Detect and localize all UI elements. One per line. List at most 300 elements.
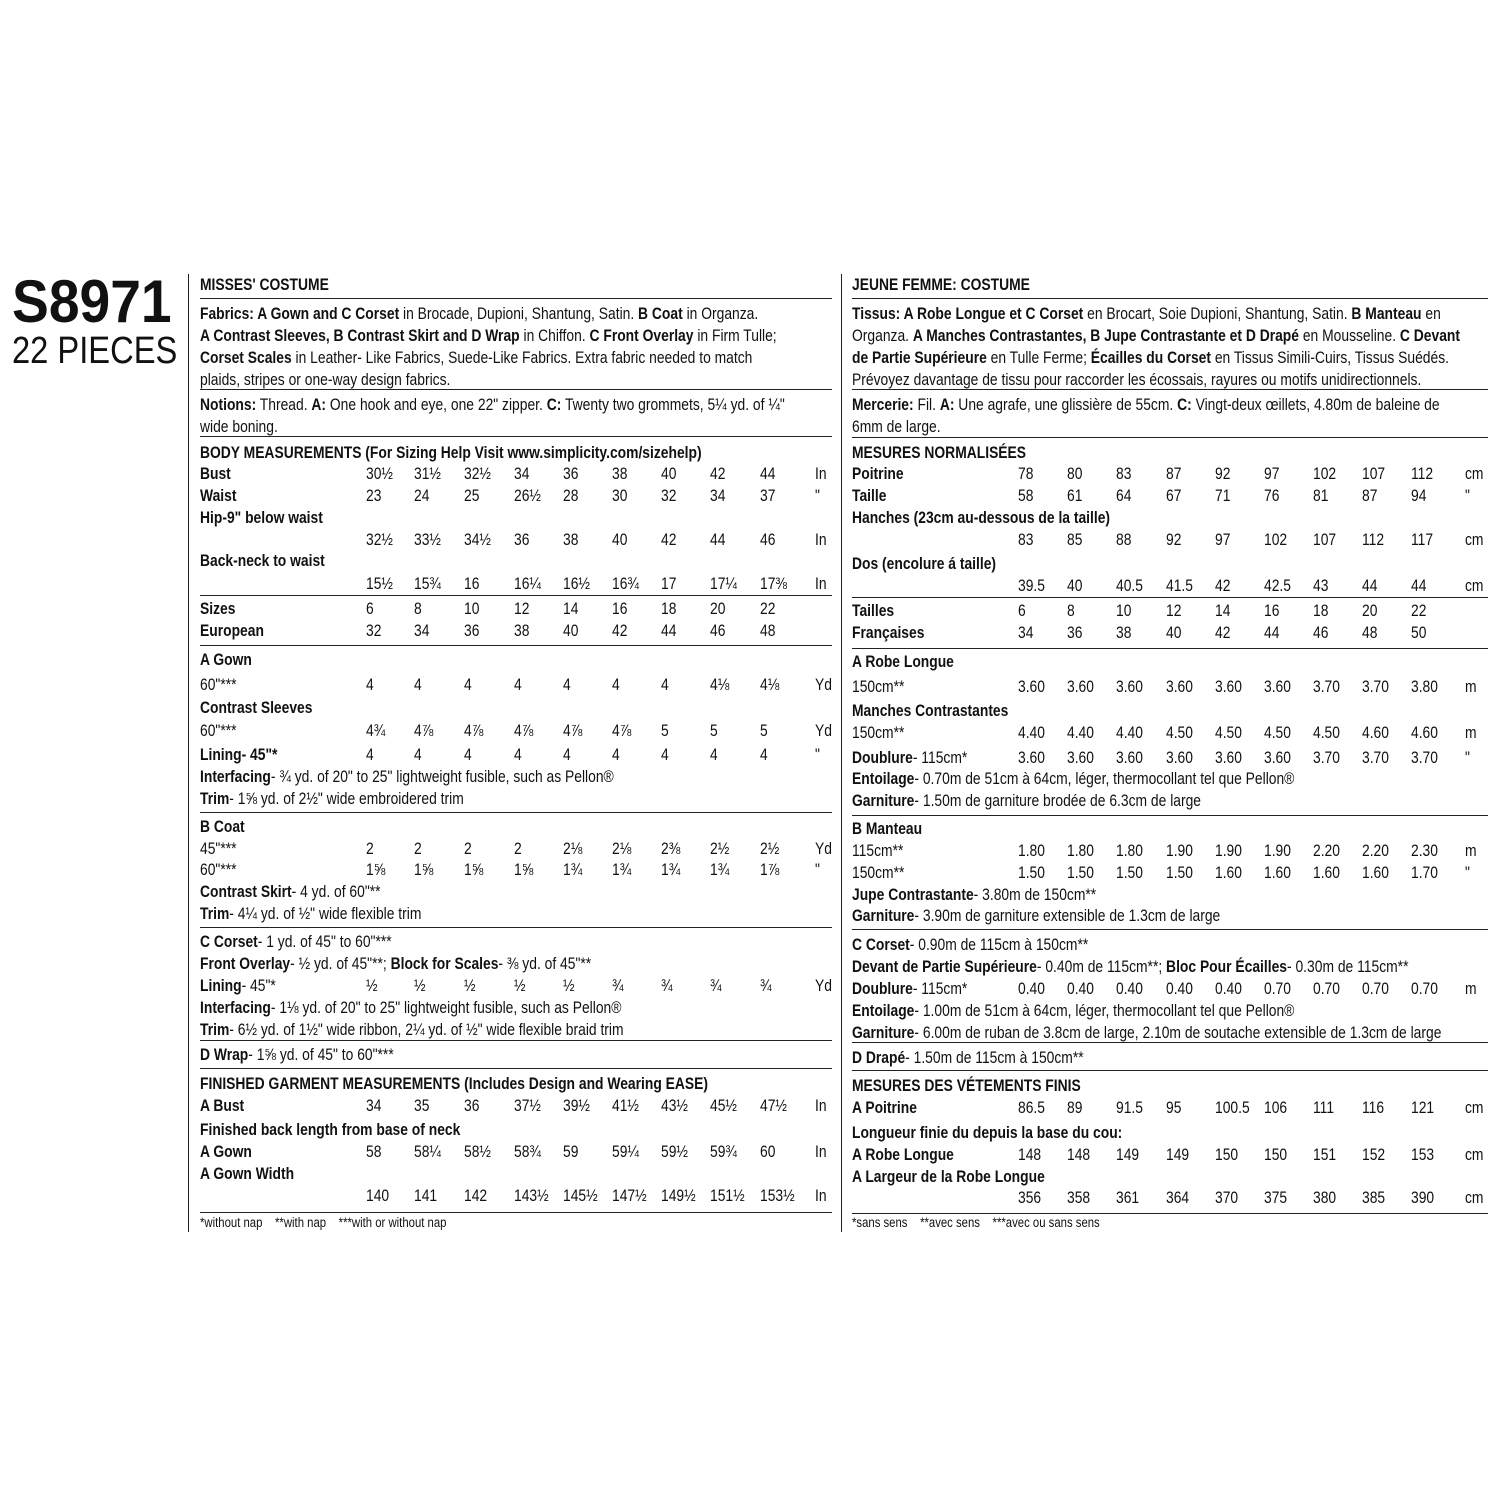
unit-label: m	[1465, 980, 1477, 998]
size-value-cell: 145½	[563, 1187, 598, 1205]
size-value-cell: 149½	[661, 1187, 696, 1205]
fabrics-line	[852, 328, 1460, 345]
size-value-cell: 117	[1411, 531, 1434, 549]
size-value-cell: 36	[514, 531, 530, 549]
row-label-prefix: C Corset	[200, 933, 258, 951]
size-value-cell: 1.50	[1116, 864, 1143, 882]
row-label: A Robe Longue	[852, 1146, 954, 1164]
size-value-cell: 40	[612, 531, 628, 549]
size-value-cell: 1.50	[1166, 864, 1193, 882]
size-value-cell: 4⅞	[612, 722, 632, 740]
row-label-prefix: Trim	[200, 1021, 230, 1039]
size-value-cell: 36	[563, 465, 579, 483]
row-label: Back-neck to waist	[200, 552, 325, 570]
yardage-line-segment: Devant de Partie Supérieure	[852, 958, 1037, 976]
notions-line-segment: Une agrafe, une glissière de 55cm.	[954, 396, 1178, 414]
size-value-cell: 39½	[563, 1097, 590, 1115]
size-value-cell: 2.30	[1411, 842, 1438, 860]
row-label: Hip-9" below waist	[200, 509, 323, 527]
size-value-cell: 44	[1411, 577, 1427, 595]
rule-line	[852, 1213, 1488, 1214]
size-value-cell: 142	[464, 1187, 488, 1205]
size-value-cell: 1¾	[710, 861, 730, 879]
size-value-cell: 92	[1215, 465, 1231, 483]
size-value-cell: 152	[1362, 1146, 1386, 1164]
unit-label: In	[815, 531, 827, 549]
size-value-cell: 150	[1215, 1146, 1239, 1164]
size-value-cell: 4	[366, 746, 374, 764]
rule-line	[200, 812, 832, 813]
size-value-cell: 3.60	[1067, 678, 1094, 696]
notions-line-segment: A:	[311, 396, 327, 414]
size-value-cell: 107	[1362, 465, 1386, 483]
unit-label: cm	[1465, 1099, 1484, 1117]
unit-label: Yd	[815, 840, 832, 858]
nap-footnote: *sans sens **avec sens ***avec ou sans sens	[852, 1215, 1100, 1230]
size-value-cell: 44	[661, 622, 677, 640]
unit-label: cm	[1465, 465, 1484, 483]
size-value-cell: 47½	[760, 1097, 787, 1115]
size-value-cell: 32	[366, 622, 382, 640]
unit-label: m	[1465, 842, 1477, 860]
notions-line	[852, 397, 1440, 414]
size-value-cell: 121	[1411, 1099, 1435, 1117]
section-title: JEUNE FEMME: COSTUME	[852, 276, 1030, 294]
fabrics-line	[200, 328, 777, 345]
size-value-cell: 112	[1362, 531, 1385, 549]
size-value-cell: 364	[1166, 1189, 1190, 1207]
size-value-cell: 1.90	[1166, 842, 1193, 860]
row-label-prefix: Doublure	[852, 749, 913, 767]
size-value-cell: 375	[1264, 1189, 1288, 1207]
row-label: Françaises	[852, 624, 925, 642]
fabrics-line-segment: C Front Overlay	[589, 327, 694, 345]
row-label-prefix: Contrast Skirt	[200, 883, 292, 901]
size-value-cell: 147½	[612, 1187, 647, 1205]
row-label-prefix: Entoilage	[852, 770, 915, 788]
size-value-cell: 40	[1166, 624, 1182, 642]
rule-line	[852, 597, 1488, 598]
size-value-cell: 4⅛	[710, 676, 730, 694]
size-value-cell: ¾	[612, 977, 624, 995]
rule-line	[200, 389, 832, 390]
size-value-cell: 95	[1166, 1099, 1182, 1117]
unit-label: "	[1465, 749, 1470, 767]
size-value-cell: 31½	[414, 465, 441, 483]
size-value-cell: ¾	[661, 977, 673, 995]
fabrics-line-segment: en Mousseline.	[1298, 327, 1400, 345]
notions-line-segment: Fil.	[913, 396, 940, 414]
notions-line-segment: Notions:	[200, 396, 257, 414]
size-value-cell: 87	[1166, 465, 1182, 483]
size-value-cell: 4.40	[1067, 724, 1094, 742]
section-title: MISSES' COSTUME	[200, 276, 329, 294]
size-value-cell: 83	[1018, 531, 1034, 549]
size-value-cell: 42.5	[1264, 577, 1291, 595]
size-value-cell: 1.60	[1362, 864, 1389, 882]
fabrics-line-segment: A Manches Contrastantes, B Jupe Contrastante et D Drapé	[912, 327, 1299, 345]
pattern-piece-count: 22 PIECES	[12, 330, 178, 372]
size-value-cell: 1.80	[1018, 842, 1045, 860]
size-value-cell: 111	[1313, 1099, 1335, 1117]
size-value-cell: 88	[1116, 531, 1132, 549]
size-value-cell: 1.60	[1264, 864, 1291, 882]
size-value-cell: 102	[1264, 531, 1288, 549]
size-value-cell: 4	[661, 746, 669, 764]
row-label-prefix: C Corset	[852, 936, 910, 954]
row-label: Tailles	[852, 602, 895, 620]
size-value-cell: 153	[1411, 1146, 1435, 1164]
row-label	[200, 906, 421, 923]
size-value-cell: 58½	[464, 1143, 491, 1161]
size-value-cell: ½	[514, 977, 526, 995]
size-value-cell: 35	[414, 1097, 430, 1115]
size-value-cell: 149	[1166, 1146, 1190, 1164]
size-value-cell: 15½	[366, 575, 393, 593]
size-value-cell: 37½	[514, 1097, 541, 1115]
size-value-cell: 25	[464, 487, 480, 505]
size-value-cell: 16	[1264, 602, 1280, 620]
size-value-cell: 41½	[612, 1097, 639, 1115]
size-value-cell: 14	[563, 600, 579, 618]
unit-label: In	[815, 1187, 827, 1205]
row-label	[200, 769, 614, 786]
size-value-cell: 44	[710, 531, 726, 549]
row-label	[200, 1000, 621, 1017]
row-label-prefix: Garniture	[852, 1024, 915, 1042]
row-label	[200, 1022, 624, 1039]
size-value-cell: 67	[1166, 487, 1182, 505]
size-value-cell: 4⅞	[514, 722, 534, 740]
row-label: 115cm**	[852, 842, 904, 860]
row-label	[200, 884, 381, 901]
row-label: 60"***	[200, 861, 237, 879]
row-label-prefix: Trim	[200, 905, 230, 923]
unit-label: cm	[1465, 531, 1484, 549]
unit-label: In	[815, 575, 827, 593]
size-value-cell: 148	[1018, 1146, 1042, 1164]
size-value-cell: 0.40	[1166, 980, 1193, 998]
size-value-cell: 100.5	[1215, 1099, 1250, 1117]
fabrics-line-segment: en	[1421, 305, 1441, 323]
nap-footnote: *without nap **with nap ***with or without nap	[200, 1215, 447, 1230]
fabrics-line	[852, 372, 1421, 389]
size-value-cell: 4	[464, 676, 472, 694]
size-value-cell: 5	[710, 722, 718, 740]
size-value-cell: 16¼	[514, 575, 541, 593]
row-label: A Poitrine	[852, 1099, 917, 1117]
row-label-rest: - 0.90m de 115cm à 150cm**	[909, 936, 1089, 954]
size-value-cell: 380	[1313, 1189, 1337, 1207]
row-label	[852, 908, 1220, 925]
size-value-cell: 92	[1166, 531, 1182, 549]
size-value-cell: 34	[710, 487, 726, 505]
size-value-cell: 1⅝	[514, 861, 534, 879]
size-value-cell: 3.60	[1018, 749, 1045, 767]
size-value-cell: 40	[1067, 577, 1083, 595]
row-label-rest: - 6½ yd. of 1½" wide ribbon, 2¼ yd. of ½" wide flexible braid trim	[229, 1021, 624, 1039]
rule-line	[852, 389, 1488, 390]
size-value-cell: 44	[760, 465, 776, 483]
row-label	[852, 887, 1096, 904]
unit-label: "	[815, 861, 820, 879]
fabrics-line	[852, 350, 1449, 367]
column-divider	[841, 274, 842, 1232]
size-value-cell: 356	[1018, 1189, 1042, 1207]
unit-label: Yd	[815, 722, 832, 740]
rule-line	[200, 1068, 832, 1069]
row-label	[852, 771, 1294, 788]
row-label: A Robe Longue	[852, 653, 954, 671]
size-value-cell: 42	[612, 622, 628, 640]
row-label: 45"***	[200, 840, 237, 858]
row-label: European	[200, 622, 264, 640]
size-value-cell: 151½	[710, 1187, 745, 1205]
size-value-cell: 3.60	[1067, 749, 1094, 767]
rule-line	[200, 298, 832, 299]
size-value-cell: 46	[760, 531, 776, 549]
body-measurements-heading: BODY MEASUREMENTS (For Sizing Help Visit www.simplicity.com/sizehelp)	[200, 444, 702, 462]
size-value-cell: 3.60	[1264, 749, 1291, 767]
unit-label: "	[1465, 864, 1470, 882]
size-value-cell: 112	[1411, 465, 1434, 483]
size-value-cell: 87	[1362, 487, 1378, 505]
size-value-cell: 1.50	[1067, 864, 1094, 882]
size-value-cell: 40.5	[1116, 577, 1143, 595]
size-value-cell: 12	[1166, 602, 1182, 620]
yardage-line-segment: Front Overlay	[200, 955, 291, 973]
unit-label: m	[1465, 724, 1477, 742]
size-value-cell: 16	[612, 600, 628, 618]
fabrics-line-segment: Organza.	[852, 327, 913, 345]
size-value-cell: 97	[1264, 465, 1280, 483]
size-value-cell: 6	[366, 600, 374, 618]
size-value-cell: 149	[1116, 1146, 1140, 1164]
row-label: Manches Contrastantes	[852, 702, 1009, 720]
size-value-cell: 64	[1116, 487, 1132, 505]
size-value-cell: 153½	[760, 1187, 795, 1205]
size-value-cell: 20	[710, 600, 726, 618]
size-value-cell: 42	[1215, 624, 1231, 642]
fabrics-line	[200, 372, 450, 389]
size-value-cell: 2	[366, 840, 374, 858]
size-value-cell: 38	[514, 622, 530, 640]
size-value-cell: 3.70	[1362, 749, 1389, 767]
row-label-prefix: D Wrap	[200, 1046, 249, 1064]
size-value-cell: 4.40	[1018, 724, 1045, 742]
unit-label: In	[815, 465, 827, 483]
size-value-cell: 390	[1411, 1189, 1435, 1207]
size-value-cell: 4.60	[1411, 724, 1438, 742]
row-label: Hanches (23cm au-dessous de la taille)	[852, 509, 1111, 527]
notions-line	[852, 419, 941, 436]
row-label-rest: - 6.00m de ruban de 3.8cm de large, 2.10m de soutache extensible de 1.3cm de large	[914, 1024, 1442, 1042]
rule-line	[852, 298, 1488, 299]
unit-label: m	[1465, 678, 1477, 696]
size-value-cell: 4	[661, 676, 669, 694]
size-value-cell: 3.70	[1313, 749, 1340, 767]
row-label: B Coat	[200, 818, 245, 836]
size-value-cell: 45½	[710, 1097, 737, 1115]
size-value-cell: 36	[464, 622, 480, 640]
size-value-cell: 3.70	[1313, 678, 1340, 696]
size-value-cell: ½	[414, 977, 426, 995]
size-value-cell: 0.70	[1362, 980, 1389, 998]
size-value-cell: 59	[563, 1143, 579, 1161]
size-value-cell: 4.50	[1215, 724, 1242, 742]
size-value-cell: 3.60	[1116, 749, 1143, 767]
size-value-cell: 33½	[414, 531, 441, 549]
row-label	[852, 750, 967, 767]
size-value-cell: 370	[1215, 1189, 1239, 1207]
row-label-rest: - 115cm*	[912, 749, 968, 767]
size-value-cell: 42	[661, 531, 677, 549]
size-value-cell: 58	[1018, 487, 1034, 505]
fabrics-line-segment: Fabrics: A Gown and C Corset	[200, 305, 400, 323]
rule-line	[852, 815, 1488, 816]
yardage-line-segment: Bloc Pour Écailles	[1166, 958, 1288, 976]
rule-line	[852, 648, 1488, 649]
size-value-cell: 1¾	[661, 861, 681, 879]
size-value-cell: 34	[366, 1097, 382, 1115]
size-value-cell: 24	[414, 487, 430, 505]
fabrics-line-segment: B Manteau	[1351, 305, 1422, 323]
size-value-cell: 20	[1362, 602, 1378, 620]
size-value-cell: 4⅞	[414, 722, 434, 740]
unit-label: cm	[1465, 1146, 1484, 1164]
size-value-cell: 44	[1264, 624, 1280, 642]
size-value-cell: 5	[760, 722, 768, 740]
row-label-rest: - 1⅝ yd. of 2½" wide embroidered trim	[229, 790, 464, 808]
row-label: B Manteau	[852, 820, 923, 838]
row-label-rest: - 4 yd. of 60"**	[291, 883, 381, 901]
rule-line	[200, 1212, 832, 1213]
size-value-cell: 4	[710, 746, 718, 764]
size-value-cell: 0.40	[1067, 980, 1094, 998]
row-label: 60"***	[200, 676, 237, 694]
notions-line-segment: Twenty two grommets, 5¼ yd. of ¼"	[561, 396, 785, 414]
size-value-cell: 4	[760, 746, 768, 764]
notions-line	[200, 397, 785, 414]
row-label	[200, 934, 392, 951]
row-label: Bust	[200, 465, 231, 483]
size-value-cell: 58	[366, 1143, 382, 1161]
size-value-cell: 76	[1264, 487, 1280, 505]
size-value-cell: 42	[1215, 577, 1231, 595]
size-value-cell: 3.60	[1166, 749, 1193, 767]
fabrics-line-segment: in Leather- Like Fabrics, Suede-Like Fabrics. Extra fabric needed to match	[291, 349, 753, 367]
row-label-prefix: Entoilage	[852, 1002, 915, 1020]
size-value-cell: 0.70	[1264, 980, 1291, 998]
size-value-cell: 22	[760, 600, 776, 618]
size-value-cell: 102	[1313, 465, 1337, 483]
unit-label: "	[815, 746, 820, 764]
size-value-cell: 2½	[710, 840, 730, 858]
row-label-rest: - 1⅝ yd. of 45" to 60"***	[248, 1046, 394, 1064]
size-value-cell: 140	[366, 1187, 390, 1205]
size-value-cell: 0.40	[1215, 980, 1242, 998]
size-value-cell: 2	[514, 840, 522, 858]
size-value-cell: 32½	[464, 465, 491, 483]
fabrics-line-segment: Écailles du Corset	[1090, 349, 1211, 367]
size-value-cell: ¾	[710, 977, 722, 995]
notions-line-segment: Thread.	[256, 396, 312, 414]
size-value-cell: 44	[1362, 577, 1378, 595]
rule-line	[200, 436, 832, 437]
size-value-cell: 2.20	[1362, 842, 1389, 860]
fabrics-line-segment: en Tulle Ferme;	[986, 349, 1091, 367]
size-value-cell: 4	[612, 746, 620, 764]
row-label: Sizes	[200, 600, 236, 618]
size-value-cell: 4.50	[1166, 724, 1193, 742]
row-label: Lining- 45"*	[200, 746, 278, 764]
size-value-cell: 0.70	[1313, 980, 1340, 998]
notions-line-segment: One hook and eye, one 22" zipper.	[326, 396, 547, 414]
size-value-cell: 81	[1313, 487, 1329, 505]
size-value-cell: 94	[1411, 487, 1427, 505]
size-value-cell: 12	[514, 600, 530, 618]
size-value-cell: 5	[661, 722, 669, 740]
row-label: Contrast Sleeves	[200, 699, 313, 717]
size-value-cell: 16¾	[612, 575, 639, 593]
size-value-cell: 0.40	[1018, 980, 1045, 998]
size-value-cell: 60	[760, 1143, 776, 1161]
row-label: A Bust	[200, 1097, 245, 1115]
row-label: FINISHED GARMENT MEASUREMENTS (Includes Design and Wearing EASE)	[200, 1075, 709, 1093]
unit-label: In	[815, 1097, 827, 1115]
row-label-rest: - 3.80m de 150cm**	[973, 886, 1097, 904]
rule-line	[852, 929, 1488, 930]
size-value-cell: 106	[1264, 1099, 1288, 1117]
size-value-cell: 15¾	[414, 575, 441, 593]
size-value-cell: 4	[563, 676, 571, 694]
size-value-cell: 40	[563, 622, 579, 640]
size-value-cell: 17⅜	[760, 575, 787, 593]
size-value-cell: 80	[1067, 465, 1083, 483]
row-label: 150cm**	[852, 678, 905, 696]
size-value-cell: 3.80	[1411, 678, 1438, 696]
size-value-cell: 36	[1067, 624, 1083, 642]
row-label: Longueur finie du depuis la base du cou:	[852, 1124, 1123, 1142]
notions-line-segment: 6mm de large.	[852, 418, 941, 436]
size-value-cell: 59¼	[612, 1143, 639, 1161]
row-label-rest: - 3.90m de garniture extensible de 1.3cm de large	[914, 907, 1221, 925]
size-value-cell: 4	[563, 746, 571, 764]
size-value-cell: 46	[710, 622, 726, 640]
size-value-cell: 3.60	[1018, 678, 1045, 696]
size-value-cell: 34½	[464, 531, 491, 549]
row-label-rest: - 1.50m de 115cm à 150cm**	[905, 1049, 1084, 1067]
size-value-cell: ½	[464, 977, 476, 995]
row-label	[852, 1025, 1441, 1042]
size-value-cell: 2⅛	[563, 840, 583, 858]
size-value-cell: 38	[1116, 624, 1132, 642]
size-value-cell: 50	[1411, 624, 1427, 642]
unit-label: Yd	[815, 676, 832, 694]
row-label: A Largeur de la Robe Longue	[852, 1168, 1045, 1186]
size-value-cell: 4.50	[1313, 724, 1340, 742]
row-label	[200, 1047, 394, 1064]
row-label: A Gown	[200, 651, 252, 669]
size-value-cell: 4	[514, 676, 522, 694]
size-value-cell: 14	[1215, 602, 1231, 620]
size-value-cell: 89	[1067, 1099, 1083, 1117]
size-value-cell: 2⅛	[612, 840, 632, 858]
fabrics-line-segment: C Devant	[1399, 327, 1461, 345]
size-value-cell: 59¾	[710, 1143, 737, 1161]
size-value-cell: 48	[1362, 624, 1378, 642]
fabrics-line-segment: A Contrast Sleeves, B Contrast Skirt and D Wrap	[200, 327, 520, 345]
